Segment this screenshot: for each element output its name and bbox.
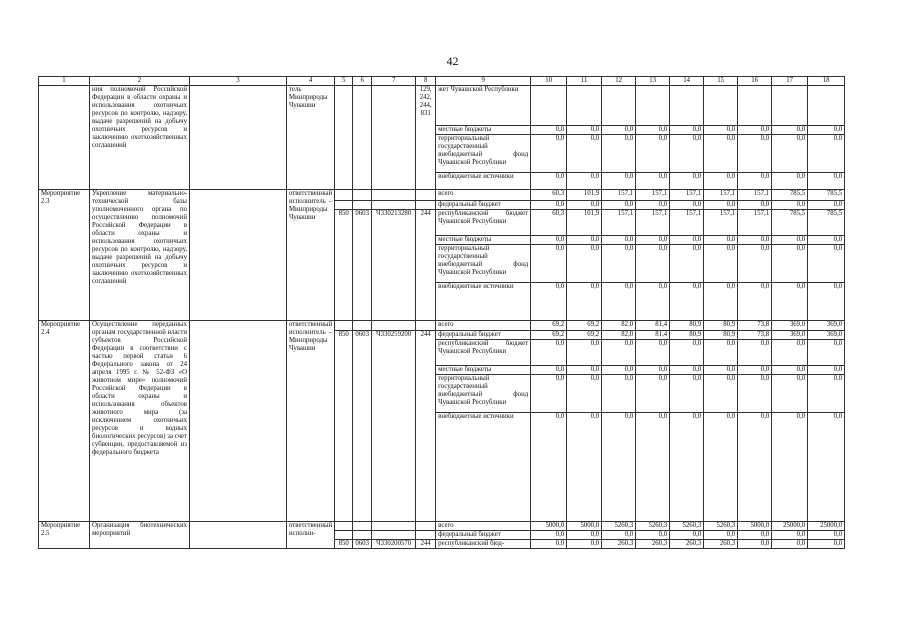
amount-cell: 0,0 bbox=[738, 531, 772, 540]
amount-cell: 73,8 bbox=[738, 321, 772, 331]
responsible-cell: тель Минприроды Чувашии bbox=[287, 86, 335, 190]
amount-cell: 0,0 bbox=[772, 366, 808, 375]
amount-cell: 0,0 bbox=[670, 366, 704, 375]
amount-cell: 0,0 bbox=[602, 375, 636, 413]
amount-cell: 82,0 bbox=[602, 331, 636, 340]
activity-name: Укрепление материально-технической базы уполномоченного органа по осуществлению полномочий Российской Федерации в области охраны и использования охотничьих ресурсов по контролю, надзору, выдаче разрешений на добычу охотничьих ресурсов и заключению охотхозяйственных соглашений bbox=[90, 190, 190, 321]
amount-cell: 0,0 bbox=[704, 340, 738, 366]
column-number: 8 bbox=[416, 77, 436, 86]
amount-cell: 0,0 bbox=[567, 135, 602, 173]
amount-cell: 0,0 bbox=[636, 283, 670, 321]
code-cell bbox=[372, 321, 416, 331]
amount-cell: 0,0 bbox=[602, 531, 636, 540]
amount-cell: 0,0 bbox=[567, 531, 602, 540]
source-cell: федеральный бюджет bbox=[436, 531, 531, 540]
amount-cell: 785,5 bbox=[772, 210, 808, 236]
amount-cell: 0,0 bbox=[567, 375, 602, 413]
amount-cell: 0,0 bbox=[636, 375, 670, 413]
amount-cell: 0,0 bbox=[531, 413, 567, 522]
code-cell bbox=[372, 522, 416, 531]
amount-cell: 0,0 bbox=[567, 173, 602, 190]
amount-cell: 82,0 bbox=[602, 321, 636, 331]
section-code: 0603 bbox=[353, 210, 372, 321]
activity-name: ния полномочий Российской Федерации в области охраны и использования охотничьих ресурсов по контролю, надзору, выдаче разрешений на добычу охотничьих ресурсов и заключению охотхозяйственных соглашений bbox=[90, 86, 190, 190]
code-cell bbox=[335, 522, 353, 531]
source-cell: территориальный государственный внебюджетный фонд Чувашской Республики bbox=[436, 135, 531, 173]
amount-cell: 369,0 bbox=[772, 331, 808, 340]
amount-cell: 157,1 bbox=[670, 190, 704, 201]
amount-cell: 0,0 bbox=[636, 340, 670, 366]
expense-type: 244 bbox=[416, 540, 436, 549]
target-article: Ч330259200 bbox=[372, 331, 416, 522]
amount-cell: 785,5 bbox=[808, 210, 845, 236]
amount-cell: 0,0 bbox=[531, 366, 567, 375]
amount-cell: 0,0 bbox=[567, 413, 602, 522]
amount-cell: 0,0 bbox=[567, 366, 602, 375]
amount-cell: 81,4 bbox=[636, 331, 670, 340]
code-cell bbox=[416, 321, 436, 331]
amount-cell: 157,1 bbox=[636, 210, 670, 236]
amount-cell: 0,0 bbox=[531, 126, 567, 135]
code-cell bbox=[372, 201, 416, 210]
amount-cell: 0,0 bbox=[602, 236, 636, 245]
amount-cell: 25000,0 bbox=[772, 522, 808, 531]
funding-table bbox=[38, 76, 845, 549]
amount-cell: 0,0 bbox=[602, 245, 636, 283]
amount-cell: 0,0 bbox=[772, 413, 808, 522]
amount-cell: 0,0 bbox=[636, 245, 670, 283]
amount-cell: 0,0 bbox=[636, 173, 670, 190]
amount-cell: 80,9 bbox=[670, 321, 704, 331]
code-cell bbox=[335, 321, 353, 331]
amount-cell bbox=[704, 86, 738, 126]
column-number: 15 bbox=[704, 77, 738, 86]
amount-cell: 0,0 bbox=[670, 126, 704, 135]
code-cell bbox=[372, 190, 416, 201]
amount-cell: 0,0 bbox=[772, 375, 808, 413]
amount-cell: 0,0 bbox=[670, 245, 704, 283]
kvr-cell: 129, 242, 244, 831 bbox=[416, 86, 436, 190]
column-number: 16 bbox=[738, 77, 772, 86]
amount-cell: 0,0 bbox=[808, 135, 845, 173]
amount-cell: 0,0 bbox=[670, 413, 704, 522]
amount-cell: 0,0 bbox=[772, 135, 808, 173]
amount-cell: 0,0 bbox=[670, 135, 704, 173]
amount-cell: 157,1 bbox=[738, 190, 772, 201]
amount-cell: 60,3 bbox=[531, 210, 567, 236]
activity-name: Организация биотехнических мероприятий bbox=[90, 522, 190, 549]
code-cell bbox=[353, 201, 372, 210]
table-row bbox=[39, 321, 845, 331]
column-number: 1 bbox=[39, 77, 90, 86]
amount-cell: 0,0 bbox=[567, 126, 602, 135]
amount-cell: 0,0 bbox=[531, 135, 567, 173]
grbs-code: 850 bbox=[335, 540, 353, 549]
code-cell bbox=[353, 190, 372, 201]
amount-cell: 0,0 bbox=[808, 245, 845, 283]
activity-name: Осуществление переданных органам государственной власти субъектов Российской Федерации в соответствии с частью первой статьи 6 Федерального закона от 24 апреля 1995 г. № 52-ФЗ «О животном мире» полномочий Российской Федерации в области охраны и использования объектов животного мира (за исключением охотничьих ресурсов и водных биологических ресурсов) за счет субвенции, предоставляемой из федерального бюджета bbox=[90, 321, 190, 522]
source-cell: местные бюджеты bbox=[436, 236, 531, 245]
amount-cell: 0,0 bbox=[670, 173, 704, 190]
empty-cell bbox=[190, 86, 287, 190]
column-number: 17 bbox=[772, 77, 808, 86]
amount-cell: 0,0 bbox=[531, 531, 567, 540]
amount-cell: 157,1 bbox=[636, 190, 670, 201]
label-cell bbox=[39, 86, 90, 190]
amount-cell: 260,3 bbox=[636, 540, 670, 549]
amount-cell: 0,0 bbox=[808, 283, 845, 321]
amount-cell: 0,0 bbox=[636, 135, 670, 173]
amount-cell: 69,2 bbox=[531, 321, 567, 331]
column-number: 14 bbox=[670, 77, 704, 86]
amount-cell: 0,0 bbox=[808, 531, 845, 540]
amount-cell: 0,0 bbox=[531, 283, 567, 321]
expense-type: 244 bbox=[416, 210, 436, 321]
column-number: 5 bbox=[335, 77, 353, 86]
source-cell: федеральный бюджет bbox=[436, 201, 531, 210]
empty-cell bbox=[190, 190, 287, 321]
source-cell: республиканский бюджет Чувашской Республики bbox=[436, 340, 531, 366]
source-cell: республиканский бюд- bbox=[436, 540, 531, 549]
column-number: 7 bbox=[372, 77, 416, 86]
amount-cell: 0,0 bbox=[670, 340, 704, 366]
code-cell bbox=[416, 190, 436, 201]
amount-cell: 5260,3 bbox=[636, 522, 670, 531]
amount-cell: 260,3 bbox=[602, 540, 636, 549]
amount-cell: 0,0 bbox=[670, 236, 704, 245]
column-number: 9 bbox=[436, 77, 531, 86]
amount-cell: 0,0 bbox=[738, 283, 772, 321]
activity-label: Мероприятие 2.3 bbox=[39, 190, 90, 321]
amount-cell: 369,0 bbox=[772, 321, 808, 331]
code-cell bbox=[353, 522, 372, 531]
amount-cell: 0,0 bbox=[704, 201, 738, 210]
amount-cell: 0,0 bbox=[602, 366, 636, 375]
code-cell bbox=[335, 190, 353, 201]
amount-cell: 0,0 bbox=[567, 236, 602, 245]
amount-cell: 0,0 bbox=[531, 375, 567, 413]
amount-cell: 0,0 bbox=[772, 340, 808, 366]
amount-cell: 80,9 bbox=[670, 331, 704, 340]
amount-cell: 0,0 bbox=[738, 375, 772, 413]
amount-cell: 157,1 bbox=[602, 210, 636, 236]
amount-cell bbox=[567, 86, 602, 126]
amount-cell: 5000,0 bbox=[738, 522, 772, 531]
amount-cell: 0,0 bbox=[772, 283, 808, 321]
amount-cell: 0,0 bbox=[670, 201, 704, 210]
source-cell: внебюджетные источники bbox=[436, 283, 531, 321]
expense-type: 244 bbox=[416, 331, 436, 522]
amount-cell bbox=[636, 86, 670, 126]
amount-cell: 0,0 bbox=[772, 531, 808, 540]
amount-cell: 0,0 bbox=[704, 366, 738, 375]
amount-cell: 0,0 bbox=[772, 245, 808, 283]
amount-cell: 0,0 bbox=[738, 135, 772, 173]
amount-cell: 0,0 bbox=[738, 340, 772, 366]
grbs-code: 850 bbox=[335, 210, 353, 321]
responsible-cell: ответственный исполнитель – Минприроды Чувашии bbox=[287, 190, 335, 321]
amount-cell: 0,0 bbox=[670, 375, 704, 413]
amount-cell: 0,0 bbox=[808, 366, 845, 375]
code-cell bbox=[372, 86, 416, 190]
amount-cell: 0,0 bbox=[531, 201, 567, 210]
amount-cell: 785,5 bbox=[808, 190, 845, 201]
amount-cell: 157,1 bbox=[738, 210, 772, 236]
amount-cell: 5260,3 bbox=[670, 522, 704, 531]
column-number: 4 bbox=[287, 77, 335, 86]
amount-cell: 101,9 bbox=[567, 210, 602, 236]
amount-cell: 0,0 bbox=[636, 366, 670, 375]
source-cell: местные бюджеты bbox=[436, 366, 531, 375]
amount-cell bbox=[808, 86, 845, 126]
column-number: 11 bbox=[567, 77, 602, 86]
table-row bbox=[39, 86, 845, 126]
amount-cell: 260,3 bbox=[670, 540, 704, 549]
amount-cell: 60,3 bbox=[531, 190, 567, 201]
page-number: 42 bbox=[446, 54, 459, 68]
amount-cell: 5260,3 bbox=[704, 522, 738, 531]
amount-cell: 0,0 bbox=[531, 540, 567, 549]
amount-cell: 785,5 bbox=[772, 190, 808, 201]
amount-cell: 0,0 bbox=[602, 201, 636, 210]
activity-label: Мероприятие 2.4 bbox=[39, 321, 90, 522]
amount-cell: 0,0 bbox=[738, 201, 772, 210]
amount-cell: 0,0 bbox=[602, 126, 636, 135]
amount-cell: 0,0 bbox=[704, 126, 738, 135]
code-cell bbox=[335, 201, 353, 210]
amount-cell: 157,1 bbox=[670, 210, 704, 236]
code-cell bbox=[416, 522, 436, 531]
target-article: Ч330213280 bbox=[372, 210, 416, 321]
amount-cell: 0,0 bbox=[808, 375, 845, 413]
amount-cell: 0,0 bbox=[808, 540, 845, 549]
grbs-code: 850 bbox=[335, 331, 353, 522]
amount-cell: 80,9 bbox=[704, 331, 738, 340]
responsible-cell: ответственный исполни- bbox=[287, 522, 335, 549]
amount-cell: 0,0 bbox=[704, 375, 738, 413]
amount-cell: 0,0 bbox=[636, 201, 670, 210]
amount-cell: 0,0 bbox=[567, 245, 602, 283]
code-cell bbox=[416, 531, 436, 540]
amount-cell: 0,0 bbox=[772, 236, 808, 245]
source-cell: федеральный бюджет bbox=[436, 331, 531, 340]
source-cell: территориальный государственный внебюджетный фонд Чувашской Республики bbox=[436, 375, 531, 413]
amount-cell: 0,0 bbox=[567, 283, 602, 321]
amount-cell: 0,0 bbox=[531, 236, 567, 245]
column-number: 12 bbox=[602, 77, 636, 86]
amount-cell: 0,0 bbox=[808, 236, 845, 245]
amount-cell: 0,0 bbox=[602, 340, 636, 366]
amount-cell: 0,0 bbox=[704, 135, 738, 173]
amount-cell: 0,0 bbox=[567, 201, 602, 210]
amount-cell bbox=[602, 86, 636, 126]
code-cell bbox=[335, 86, 353, 190]
empty-cell bbox=[190, 321, 287, 522]
amount-cell: 0,0 bbox=[704, 173, 738, 190]
amount-cell: 69,2 bbox=[567, 321, 602, 331]
amount-cell: 0,0 bbox=[531, 340, 567, 366]
amount-cell: 157,1 bbox=[602, 190, 636, 201]
source-cell: республиканский бюджет Чувашской Республики bbox=[436, 210, 531, 236]
amount-cell: 0,0 bbox=[567, 540, 602, 549]
code-cell bbox=[353, 86, 372, 190]
amount-cell: 0,0 bbox=[531, 245, 567, 283]
source-cell: всего bbox=[436, 190, 531, 201]
amount-cell: 25000,0 bbox=[808, 522, 845, 531]
empty-cell bbox=[190, 522, 287, 549]
amount-cell: 0,0 bbox=[636, 126, 670, 135]
amount-cell: 0,0 bbox=[808, 173, 845, 190]
column-number: 13 bbox=[636, 77, 670, 86]
amount-cell: 0,0 bbox=[738, 173, 772, 190]
source-cell: жет Чувашской Республики bbox=[436, 86, 531, 126]
amount-cell: 5260,3 bbox=[602, 522, 636, 531]
amount-cell: 0,0 bbox=[636, 236, 670, 245]
amount-cell: 0,0 bbox=[808, 413, 845, 522]
amount-cell: 0,0 bbox=[602, 135, 636, 173]
amount-cell: 0,0 bbox=[772, 126, 808, 135]
column-number: 6 bbox=[353, 77, 372, 86]
amount-cell: 0,0 bbox=[738, 413, 772, 522]
amount-cell: 73,8 bbox=[738, 331, 772, 340]
amount-cell: 0,0 bbox=[636, 531, 670, 540]
table-row bbox=[39, 190, 845, 201]
amount-cell: 157,1 bbox=[704, 190, 738, 201]
amount-cell: 81,4 bbox=[636, 321, 670, 331]
amount-cell: 369,0 bbox=[808, 331, 845, 340]
amount-cell bbox=[531, 86, 567, 126]
column-number: 10 bbox=[531, 77, 567, 86]
amount-cell: 5000,0 bbox=[531, 522, 567, 531]
amount-cell bbox=[738, 86, 772, 126]
amount-cell: 0,0 bbox=[772, 201, 808, 210]
amount-cell: 0,0 bbox=[808, 340, 845, 366]
amount-cell: 0,0 bbox=[531, 173, 567, 190]
amount-cell: 0,0 bbox=[636, 413, 670, 522]
amount-cell: 0,0 bbox=[670, 283, 704, 321]
source-cell: внебюджетные источники bbox=[436, 173, 531, 190]
amount-cell: 0,0 bbox=[602, 413, 636, 522]
amount-cell: 0,0 bbox=[704, 236, 738, 245]
amount-cell bbox=[772, 86, 808, 126]
amount-cell: 0,0 bbox=[772, 173, 808, 190]
amount-cell: 69,2 bbox=[531, 331, 567, 340]
code-cell bbox=[335, 531, 353, 540]
target-article: Ч330200570 bbox=[372, 540, 416, 549]
amount-cell: 0,0 bbox=[602, 173, 636, 190]
source-cell: внебюджетные источники bbox=[436, 413, 531, 522]
responsible-cell: ответственный исполнитель – Минприроды Чувашии bbox=[287, 321, 335, 522]
code-cell bbox=[353, 531, 372, 540]
amount-cell: 0,0 bbox=[738, 245, 772, 283]
amount-cell: 0,0 bbox=[602, 283, 636, 321]
section-code: 0603 bbox=[353, 331, 372, 522]
amount-cell: 0,0 bbox=[738, 366, 772, 375]
column-number: 18 bbox=[808, 77, 845, 86]
amount-cell: 0,0 bbox=[772, 540, 808, 549]
amount-cell: 0,0 bbox=[738, 126, 772, 135]
table-row bbox=[39, 522, 845, 531]
amount-cell bbox=[670, 86, 704, 126]
source-cell: территориальный государственный внебюджетный фонд Чувашской Республики bbox=[436, 245, 531, 283]
amount-cell: 0,0 bbox=[704, 245, 738, 283]
amount-cell: 260,3 bbox=[704, 540, 738, 549]
source-cell: местные бюджеты bbox=[436, 126, 531, 135]
amount-cell: 0,0 bbox=[704, 531, 738, 540]
amount-cell: 0,0 bbox=[808, 201, 845, 210]
amount-cell: 80,9 bbox=[704, 321, 738, 331]
header-row bbox=[39, 77, 845, 86]
code-cell bbox=[353, 321, 372, 331]
amount-cell: 0,0 bbox=[808, 126, 845, 135]
activity-label: Мероприятие 2.5 bbox=[39, 522, 90, 549]
amount-cell: 0,0 bbox=[670, 531, 704, 540]
amount-cell: 157,1 bbox=[704, 210, 738, 236]
amount-cell: 0,0 bbox=[738, 540, 772, 549]
amount-cell: 369,0 bbox=[808, 321, 845, 331]
source-cell: всего bbox=[436, 522, 531, 531]
column-number: 2 bbox=[90, 77, 190, 86]
amount-cell: 101,9 bbox=[567, 190, 602, 201]
amount-cell: 0,0 bbox=[704, 283, 738, 321]
code-cell bbox=[372, 531, 416, 540]
amount-cell: 0,0 bbox=[567, 340, 602, 366]
code-cell bbox=[416, 201, 436, 210]
section-code: 0603 bbox=[353, 540, 372, 549]
amount-cell: 0,0 bbox=[738, 236, 772, 245]
amount-cell: 0,0 bbox=[704, 413, 738, 522]
amount-cell: 69,2 bbox=[567, 331, 602, 340]
source-cell: всего bbox=[436, 321, 531, 331]
amount-cell: 5000,0 bbox=[567, 522, 602, 531]
column-number: 3 bbox=[190, 77, 287, 86]
